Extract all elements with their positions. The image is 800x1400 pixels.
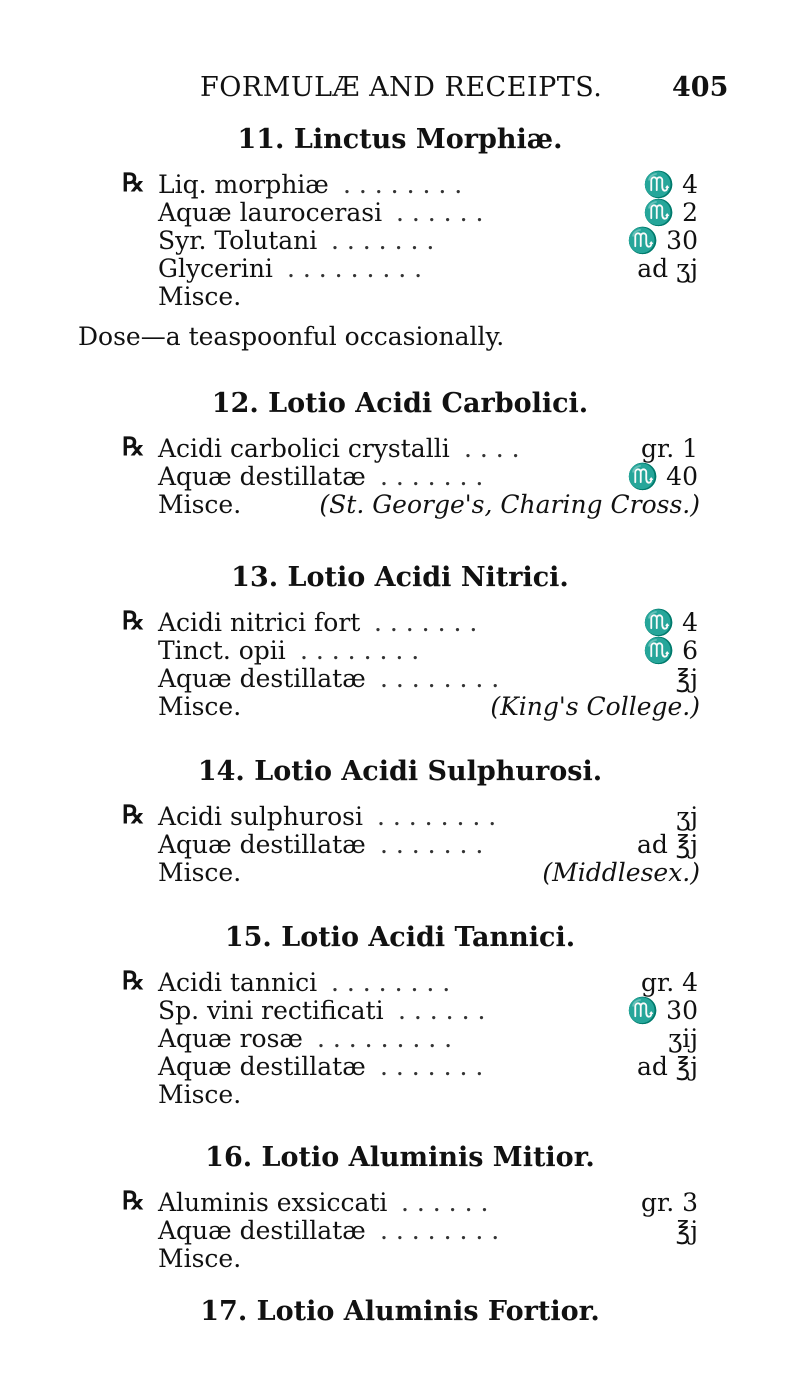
ingredient-quantity: ♏ 30: [627, 226, 698, 255]
ingredient-name: Sp. vini rectificati: [158, 996, 384, 1025]
dot-leader: . . . . . .: [398, 996, 486, 1025]
ingredient-quantity: ♏ 40: [627, 462, 698, 491]
ingredient-quantity: ℥j: [675, 1216, 698, 1245]
dot-leader: . . . . . . . . .: [287, 254, 423, 283]
ingredient-quantity: ♏ 4: [643, 170, 698, 199]
recipe-title: 11. Linctus Morphiæ.: [237, 124, 563, 155]
dot-leader: . . . . . . .: [331, 226, 435, 255]
dot-leader: . . . .: [464, 434, 520, 463]
ingredient-quantity: ʒj: [676, 802, 698, 831]
recipe-symbol: ℞: [122, 168, 145, 197]
recipe-symbol: ℞: [122, 606, 145, 635]
dot-leader: . . . . . . .: [380, 830, 484, 859]
dot-leader: . . . . . . . .: [331, 968, 451, 997]
recipe-symbol: ℞: [122, 432, 145, 461]
ingredient-name: Glycerini: [158, 254, 273, 283]
recipe-title: 14. Lotio Acidi Sulphurosi.: [197, 756, 603, 787]
dot-leader: . . . . . . .: [380, 462, 484, 491]
recipe-symbol: ℞: [122, 1186, 145, 1215]
ingredient-name: Aquæ destillatæ: [158, 1216, 366, 1245]
ingredient-quantity: gr. 4: [640, 968, 698, 997]
misce-label: Misce.: [158, 282, 242, 311]
ingredient-quantity: ℥j: [675, 664, 698, 693]
dot-leader: . . . . . . . .: [380, 1216, 500, 1245]
misce-label: Misce.: [158, 1244, 242, 1273]
ingredient-quantity: ♏ 30: [627, 996, 698, 1025]
dose-instruction: Dose—a teaspoonful occasionally.: [78, 322, 505, 351]
ingredient-quantity: ♏ 6: [643, 636, 698, 665]
running-title: FORMULÆ AND RECEIPTS.: [200, 72, 603, 103]
ingredient-quantity: ad ℥j: [636, 830, 698, 859]
ingredient-name: Aquæ destillatæ: [158, 1052, 366, 1081]
ingredient-quantity: gr. 1: [640, 434, 698, 463]
recipe-title: 16. Lotio Aluminis Mitior.: [205, 1142, 595, 1173]
dot-leader: . . . . . . .: [380, 1052, 484, 1081]
source-attribution: (Middlesex.): [542, 858, 700, 887]
misce-label: Misce.: [158, 490, 242, 519]
dot-leader: . . . . . . . . .: [317, 1024, 453, 1053]
ingredient-name: Aluminis exsiccati: [158, 1188, 388, 1217]
ingredient-name: Acidi nitrici fort: [158, 608, 361, 637]
misce-label: Misce.: [158, 1080, 242, 1109]
dot-leader: . . . . . .: [396, 198, 484, 227]
ingredient-name: Acidi tannici: [158, 968, 318, 997]
ingredient-name: Aquæ rosæ: [158, 1024, 303, 1053]
ingredient-quantity: ♏ 2: [643, 198, 698, 227]
ingredient-name: Aquæ destillatæ: [158, 462, 366, 491]
ingredient-name: Aquæ destillatæ: [158, 830, 366, 859]
recipe-title: 17. Lotio Aluminis Fortior.: [200, 1296, 600, 1327]
page-number: 405: [672, 72, 729, 103]
ingredient-quantity: gr. 3: [640, 1188, 698, 1217]
dot-leader: . . . . . . . .: [300, 636, 420, 665]
ingredient-quantity: ad ℥j: [636, 1052, 698, 1081]
running-head: [0, 72, 800, 112]
dot-leader: . . . . . .: [401, 1188, 489, 1217]
dot-leader: . . . . . . . .: [377, 802, 497, 831]
ingredient-quantity: ♏ 4: [643, 608, 698, 637]
recipe-title: 15. Lotio Acidi Tannici.: [224, 922, 576, 953]
ingredient-name: Acidi carbolici crystalli: [158, 434, 450, 463]
ingredient-quantity: ʒij: [668, 1024, 698, 1053]
recipe-symbol: ℞: [122, 800, 145, 829]
ingredient-name: Acidi sulphurosi: [158, 802, 363, 831]
recipe-symbol: ℞: [122, 966, 145, 995]
ingredient-name: Aquæ laurocerasi: [158, 198, 383, 227]
dot-leader: . . . . . . . .: [343, 170, 463, 199]
ingredient-name: Aquæ destillatæ: [158, 664, 366, 693]
source-attribution: (St. George's, Charing Cross.): [319, 490, 700, 519]
recipe-title: 12. Lotio Acidi Carbolici.: [211, 388, 589, 419]
dot-leader: . . . . . . . .: [380, 664, 500, 693]
ingredient-name: Tinct. opii: [158, 636, 286, 665]
recipe-title: 13. Lotio Acidi Nitrici.: [231, 562, 569, 593]
ingredient-quantity: ad ʒj: [637, 254, 698, 283]
ingredient-name: Syr. Tolutani: [158, 226, 318, 255]
source-attribution: (King's College.): [490, 692, 700, 721]
dot-leader: . . . . . . .: [374, 608, 478, 637]
ingredient-name: Liq. morphiæ: [158, 170, 329, 199]
misce-label: Misce.: [158, 858, 242, 887]
misce-label: Misce.: [158, 692, 242, 721]
